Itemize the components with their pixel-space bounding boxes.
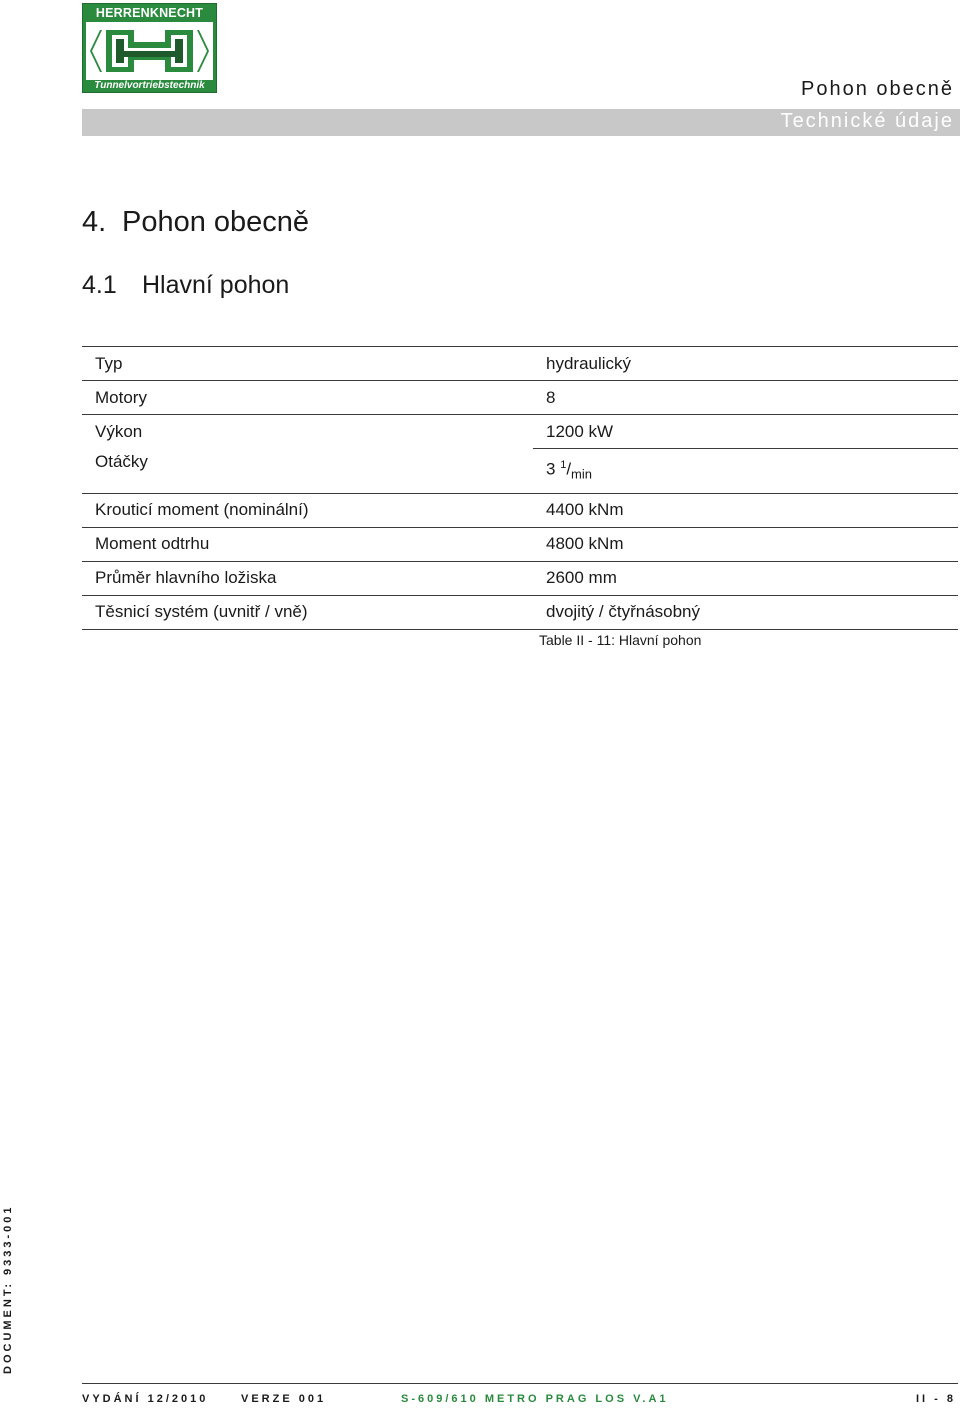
table-caption: Table II - 11: Hlavní pohon (539, 632, 702, 648)
row-label: Průměr hlavního ložiska (82, 561, 533, 595)
subsection-title: Hlavní pohon (142, 271, 290, 299)
table-row (82, 493, 958, 527)
row-value: 1200 kW (533, 415, 958, 449)
table-row (82, 561, 958, 595)
row-label: Typ (82, 347, 533, 381)
row-value: dvojitý / čtyřnásobný (533, 595, 958, 629)
row-label: Těsnicí systém (uvnitř / vně) (82, 595, 533, 629)
rpm-number: 3 (546, 460, 561, 480)
row-label: Krouticí moment (nominální) (82, 493, 533, 527)
table-row (82, 415, 958, 449)
row-value: hydraulický (533, 347, 958, 381)
footer-project: S-609/610 METRO PRAG LOS V.A1 (401, 1393, 669, 1405)
subsection-heading (82, 271, 289, 300)
header-subtitle: Technické údaje (780, 110, 954, 132)
row-label: Motory (82, 381, 533, 415)
footer-version: VERZE 001 (241, 1393, 327, 1405)
row-value (533, 449, 958, 494)
footer-edition: VYDÁNÍ 12/2010 (82, 1393, 209, 1405)
table-row (82, 449, 958, 494)
herrenknecht-h-logo-icon (86, 22, 213, 80)
row-value: 2600 mm (533, 561, 958, 595)
logo-tagline: Tunnelvortriebstechnik (94, 80, 205, 91)
row-value: 4800 kNm (533, 527, 958, 561)
row-label: Moment odtrhu (82, 527, 533, 561)
row-label: Výkon (95, 421, 143, 441)
row-value: 8 (533, 381, 958, 415)
footer-page-number: II - 8 (915, 1393, 956, 1405)
table-row (82, 527, 958, 561)
section-title: Pohon obecně (122, 206, 310, 238)
rpm-subscript: min (571, 467, 592, 483)
row-value: 4400 kNm (533, 493, 958, 527)
table-row (82, 381, 958, 415)
footer-divider (82, 1383, 958, 1384)
logo-brand: HERRENKNECHT (95, 6, 204, 20)
section-heading (82, 206, 309, 239)
section-number: 4. (82, 206, 107, 238)
header-title: Pohon obecně (800, 78, 954, 100)
subsection-number: 4.1 (82, 271, 117, 299)
rpm-slash: / (566, 460, 572, 480)
table-row (82, 595, 958, 629)
table-row (82, 347, 958, 381)
spec-table (82, 346, 958, 630)
company-logo (82, 3, 217, 93)
document-side-label: DOCUMENT: 9333-001 (2, 1204, 14, 1374)
rpm-superscript: 1 (560, 459, 567, 472)
row-label: Otáčky (82, 449, 533, 494)
